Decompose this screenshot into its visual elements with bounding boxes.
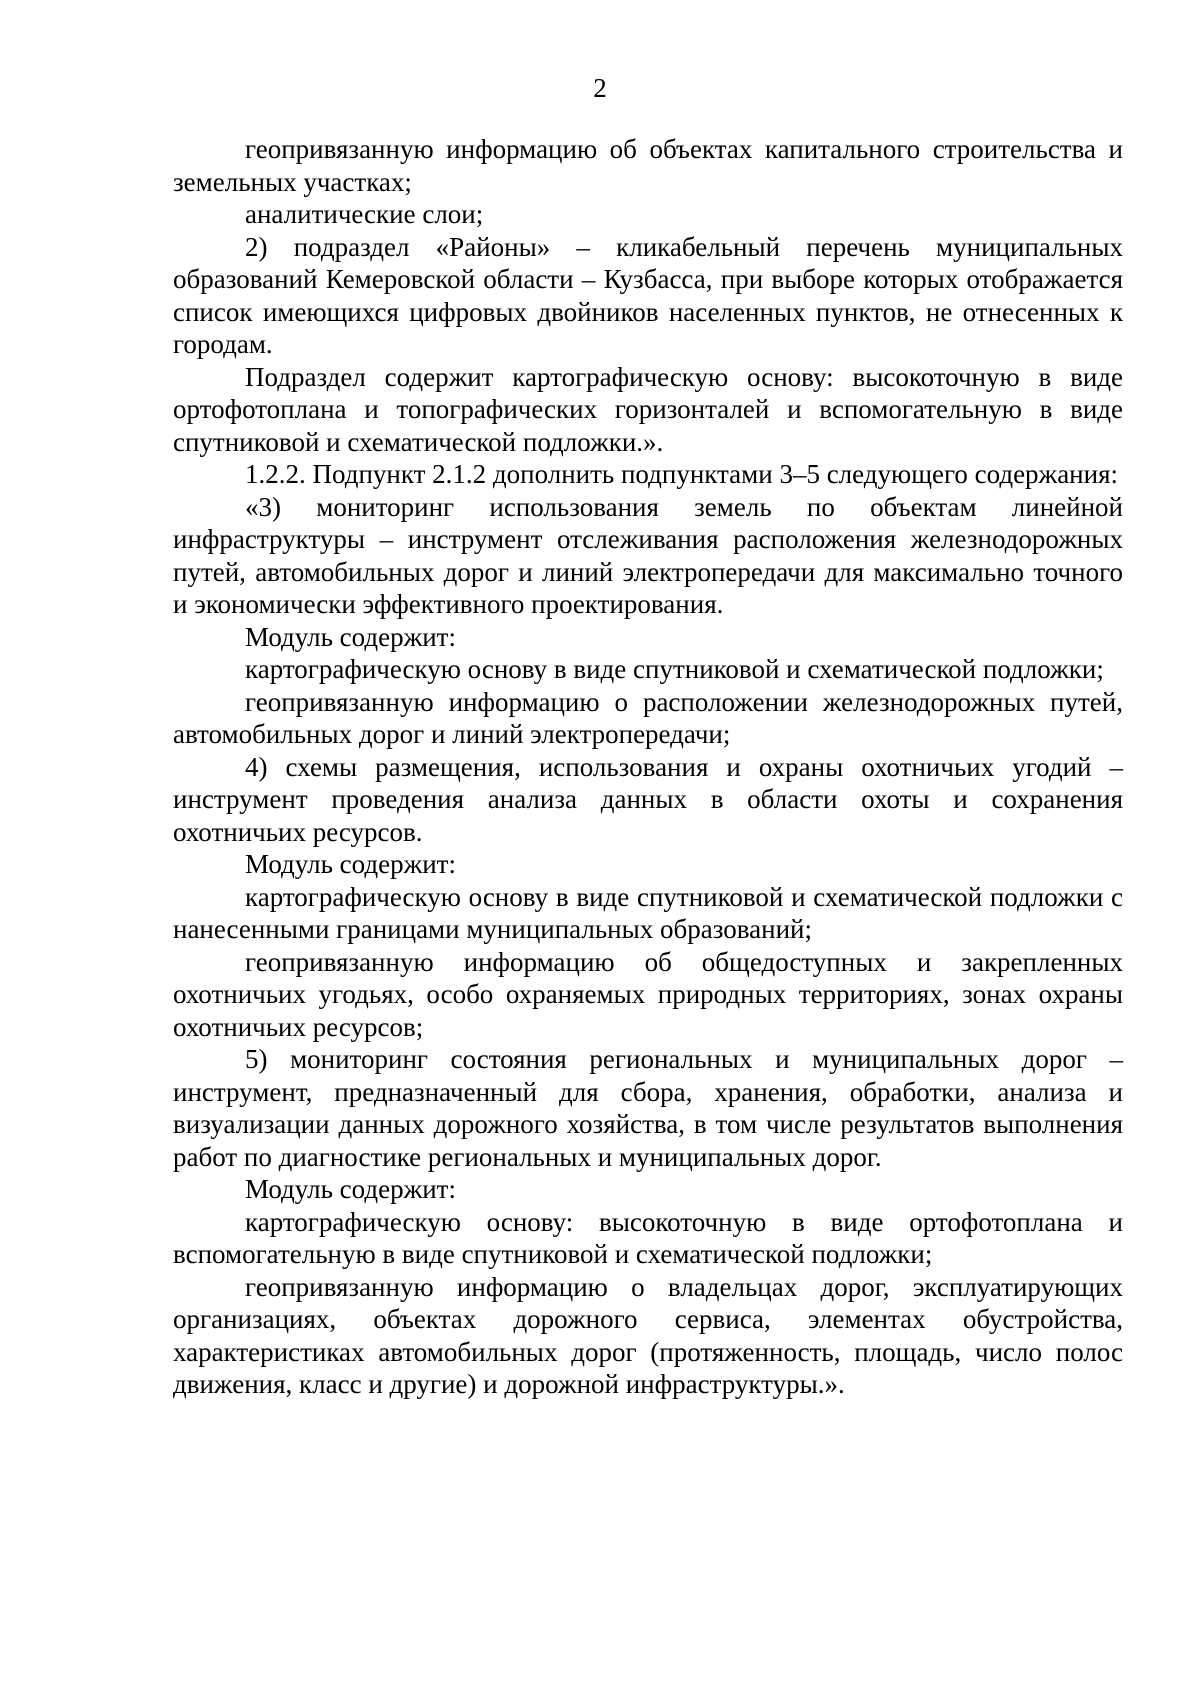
paragraph-item-5-road-monitoring: 5) мониторинг состояния региональных и муниципальных дорог – инструмент, предназначенный для сбора, хранения, обработки, анализа и визуализации данных дорожного хозяйства, в том числе результатов выполнения работ по диагностике региональных и муниципальных дорог. (173, 1044, 1123, 1172)
paragraph-georeferenced-road-owners: геопривязанную информацию о владельцах дорог, эксплуатирующих организациях, объектах дорожного сервиса, элементах обустройства, характеристиках автомобильных дорог (протяженность, площадь, число полос движения, класс и другие) и дорожной инфраструктуры.». (173, 1271, 1123, 1399)
paragraph-georeferenced-railways-roads: геопривязанную информацию о расположении железнодорожных путей, автомобильных дорог и линий электропередачи; (173, 686, 1123, 749)
paragraph-cartographic-basis-boundaries: картографическую основу в виде спутниковой и схематической подложки с нанесенными границами муниципальных образований; (173, 881, 1123, 944)
page-number: 2 (593, 73, 607, 103)
paragraph-cartographic-basis-satellite: картографическую основу в виде спутниковой и схематической подложки; (245, 654, 1104, 684)
paragraph-cartographic-basis-orthophoto: картографическую основу: высокоточную в виде ортофотоплана и вспомогательную в виде спутниковой и схематической подложки; (173, 1206, 1123, 1269)
paragraph-module-contains: Модуль содержит: (245, 621, 456, 652)
paragraph-georeferenced-hunting-grounds: геопривязанную информацию об общедоступных и закрепленных охотничьих угодьях, особо охраняемых природных территориях, зонах охраны охотничьих ресурсов; (173, 946, 1123, 1042)
paragraph-amendment-1-2-2: 1.2.2. Подпункт 2.1.2 дополнить подпунктами 3–5 следующего содержания: (245, 459, 1119, 489)
document-body (173, 133, 1123, 1401)
paragraph-item-4-hunting-grounds: 4) схемы размещения, использования и охраны охотничьих угодий – инструмент проведения анализа данных в области охоты и сохранения охотничьих ресурсов. (173, 751, 1123, 847)
paragraph-module-contains: Модуль содержит: (245, 849, 456, 879)
paragraph-georeferenced-capital-construction: геопривязанную информацию об объектах капитального строительства и земельных участках; (173, 134, 1123, 197)
paragraph-analytical-layers: аналитические слои; (245, 199, 484, 229)
paragraph-subsection-cartographic-basis: Подраздел содержит картографическую основу: высокоточную в виде ортофотоплана и топографических горизонталей и вспомогательную в виде спутниковой и схематической подложки.». (173, 361, 1123, 457)
paragraph-item-3-land-use-monitoring: «3) мониторинг использования земель по объектам линейной инфраструктуры – инструмент отслеживания расположения железнодорожных путей, автомобильных дорог и линий электропередачи для максимально точного и экономически эффективного проектирования. (173, 491, 1123, 619)
paragraph-subsection-districts: 2) подраздел «Районы» – кликабельный перечень муниципальных образований Кемеровской области – Кузбасса, при выборе которых отображается список имеющихся цифровых двойников населенных пунктов, не отнесенных к городам. (173, 231, 1123, 359)
paragraph-module-contains: Модуль содержит: (245, 1174, 456, 1204)
